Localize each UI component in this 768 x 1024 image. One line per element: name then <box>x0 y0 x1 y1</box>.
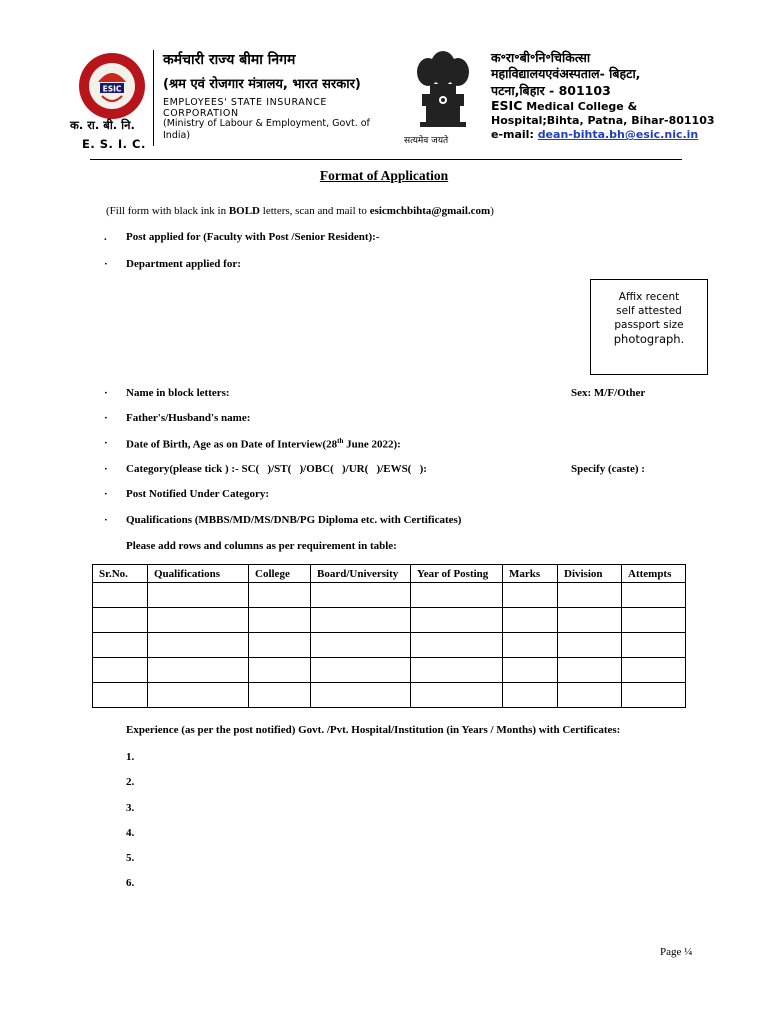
bullet: . <box>104 231 107 243</box>
add-rows-note: Please add rows and columns as per requirement in table: <box>126 540 397 552</box>
table-row <box>93 583 686 608</box>
qualifications-label: Qualifications (MBBS/MD/MS/DNB/PG Diploma etc. with Certificates) <box>126 514 462 526</box>
instruction-text: (Fill form with black ink in BOLD letters, scan and mail to esicmchbihta@gmail.com) <box>106 205 494 217</box>
specify-caste-label: Specify (caste) : <box>571 463 645 475</box>
bullet: · <box>104 514 108 526</box>
sex-label: Sex: M/F/Other <box>571 387 646 399</box>
hospital-address-english: Hospital;Bihta, Patna, Bihar-801103 <box>491 114 715 127</box>
qualifications-table <box>92 564 686 708</box>
table-row <box>93 683 686 708</box>
col-header-year: Year of Posting <box>411 565 503 583</box>
hospital-email-line: e-mail: dean-bihta.bh@esic.nic.in <box>491 128 699 141</box>
header-rule <box>90 159 682 160</box>
col-header-marks: Marks <box>503 565 558 583</box>
bullet: · <box>104 258 108 270</box>
col-header-college: College <box>249 565 311 583</box>
hospital-email-link[interactable]: dean-bihta.bh@esic.nic.in <box>537 128 699 141</box>
category-label: Category(please tick ) :- SC( )/ST( )/OBC( )/UR( )/EWS( ): <box>126 463 427 475</box>
esic-english-abbreviation: E. S. I. C. <box>82 137 146 151</box>
experience-item-number: 2. <box>126 776 135 788</box>
photo-text-line: self attested <box>616 305 682 317</box>
col-header-srno: Sr.No. <box>93 565 148 583</box>
national-emblem-icon <box>408 46 478 136</box>
post-notified-label: Post Notified Under Category: <box>126 488 270 500</box>
bullet: · <box>104 463 108 475</box>
photo-text-line: Affix recent <box>618 291 680 303</box>
hospital-name-english: ESIC Medical College & <box>491 98 638 113</box>
table-row <box>93 608 686 633</box>
hospital-name-hindi-line2: महाविद्यालयएवंअस्पताल- बिहटा, <box>491 66 641 81</box>
org-name-english-line2: CORPORATION <box>163 108 239 119</box>
post-applied-label: Post applied for (Faculty with Post /Senior Resident):- <box>126 231 380 243</box>
table-row <box>93 633 686 658</box>
experience-label: Experience (as per the post notified) Govt. /Pvt. Hospital/Institution (in Years / Months) with Certificates: <box>126 724 621 736</box>
photo-placeholder-box <box>590 279 708 375</box>
col-header-qualifications: Qualifications <box>148 565 249 583</box>
hospital-name-hindi-line1: क॰रा॰बी॰नि॰चिकित्सा <box>491 50 591 65</box>
esic-hindi-abbreviation: क. रा. बी. नि. <box>70 118 135 132</box>
col-header-division: Division <box>558 565 622 583</box>
header-divider <box>153 50 154 146</box>
esic-logo <box>78 52 146 120</box>
bullet: · <box>104 437 108 449</box>
emblem-motto: सत्यमेव जयते <box>404 136 449 146</box>
bullet: · <box>104 387 108 399</box>
father-name-label: Father's/Husband's name: <box>126 412 251 424</box>
hospital-address-hindi: पटना,बिहार - 801103 <box>491 83 611 98</box>
org-name-english-line1: EMPLOYEES' STATE INSURANCE <box>163 97 327 108</box>
name-label: Name in block letters: <box>126 387 230 399</box>
experience-item-number: 5. <box>126 852 135 864</box>
experience-item-number: 4. <box>126 827 135 839</box>
photo-text-line: passport size <box>614 319 684 331</box>
bullet: · <box>104 488 108 500</box>
experience-item-number: 3. <box>126 802 135 814</box>
org-name-hindi: कर्मचारी राज्य बीमा निगम <box>163 52 296 68</box>
col-header-board: Board/University <box>311 565 411 583</box>
bullet: · <box>104 412 108 424</box>
col-header-attempts: Attempts <box>622 565 686 583</box>
department-label: Department applied for: <box>126 258 241 270</box>
page-number: Page ¼ <box>660 946 693 958</box>
esic-logo-text: ESIC <box>102 84 122 94</box>
org-ministry-english: (Ministry of Labour & Employment, Govt. of India) <box>163 118 370 141</box>
org-ministry-hindi: (श्रम एवं रोजगार मंत्रालय, भारत सरकार) <box>163 77 361 92</box>
dob-label: Date of Birth, Age as on Date of Interview(28th June 2022): <box>126 437 401 451</box>
table-row <box>93 658 686 683</box>
form-title: Format of Application <box>319 168 449 183</box>
instruction-email: esicmchbihta@gmail.com <box>369 205 491 217</box>
photo-text-line: photograph. <box>613 332 685 346</box>
table-header-row <box>93 565 686 583</box>
experience-item-number: 6. <box>126 877 135 889</box>
experience-item-number: 1. <box>126 751 135 763</box>
